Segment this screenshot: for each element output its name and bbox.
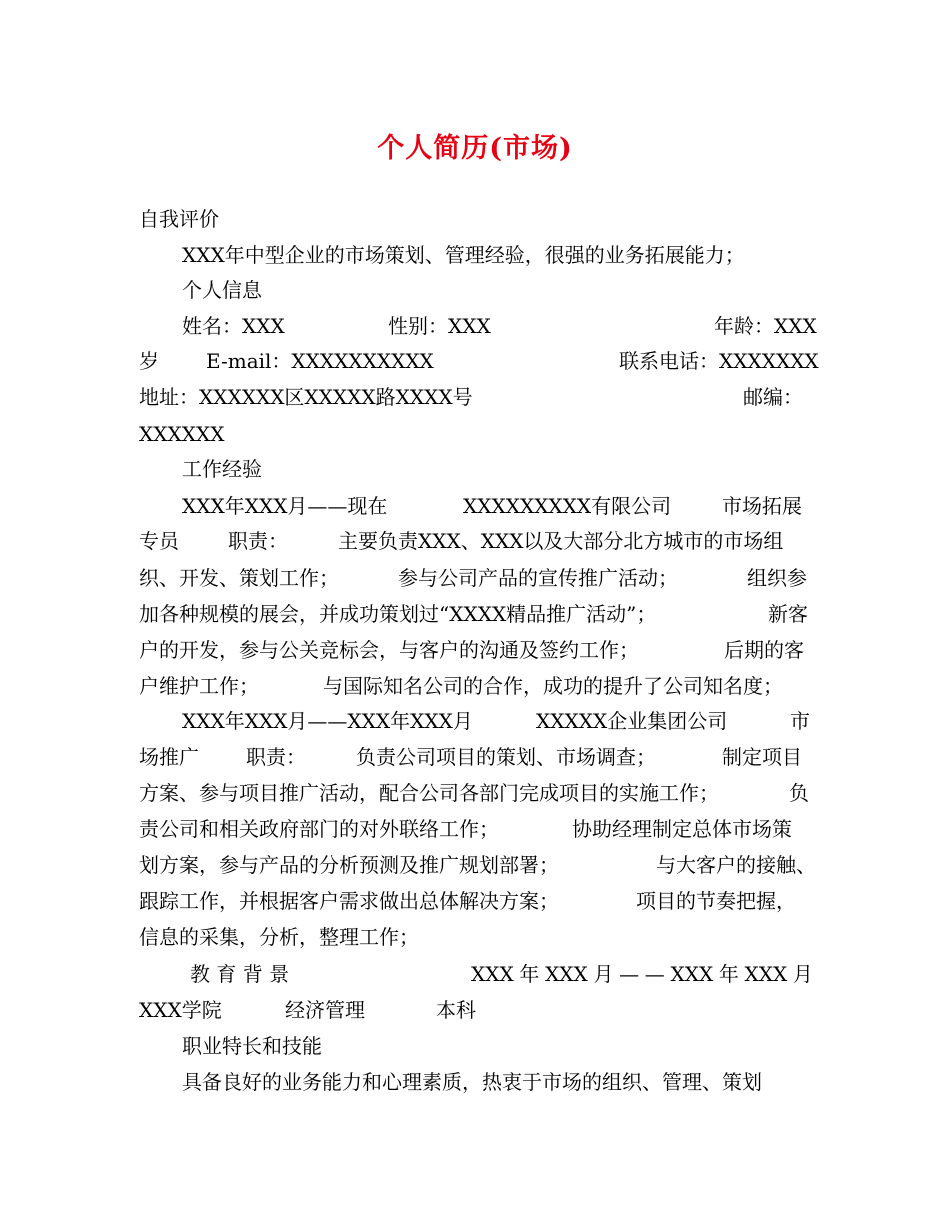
text-line: 市 bbox=[790, 709, 810, 733]
text-line: XXX年中型企业的市场策划、管理经验，很强的业务拓展能力； bbox=[182, 243, 745, 267]
text-line: 方案、参与项目推广活动，配合公司各部门完成项目的实施工作； bbox=[139, 781, 719, 805]
text-line: 专员 bbox=[139, 529, 179, 553]
text-line: 后期的客 bbox=[724, 638, 804, 662]
date-token: XXX bbox=[471, 962, 514, 986]
text-line: 本科 bbox=[436, 998, 476, 1022]
text-line: 新客 bbox=[768, 602, 808, 626]
text-line: 职责： bbox=[246, 745, 306, 769]
text-line: XXXXXX bbox=[139, 422, 225, 446]
text-line: 个人信息 bbox=[182, 278, 262, 302]
text-line: 与大客户的接触、 bbox=[656, 853, 816, 877]
text-line: 负 bbox=[789, 781, 809, 805]
date-token: XXX bbox=[744, 962, 788, 986]
text-line: 性别：XXX bbox=[388, 314, 491, 338]
text-line: 参与公司产品的宣传推广活动； bbox=[398, 566, 678, 590]
date-token: — bbox=[619, 962, 640, 986]
text-line: 具备良好的业务能力和心理素质，热衷于市场的组织、管理、策划 bbox=[182, 1070, 762, 1094]
text-line: 邮编： bbox=[743, 385, 803, 409]
text-line: 信息的采集，分析，整理工作； bbox=[139, 925, 419, 949]
text-line: 制定项目 bbox=[722, 745, 802, 769]
text-line: 负责公司项目的策划、市场调查； bbox=[356, 745, 656, 769]
text-line: 加各种规模的展会，并成功策划过“XXXX精品推广活动”； bbox=[139, 602, 657, 626]
text-line: 主要负责XXX、XXX以及大部分北方城市的市场组 bbox=[338, 529, 784, 553]
date-token: XXX bbox=[670, 962, 714, 986]
text-line: 场推广 bbox=[139, 745, 199, 769]
text-line: 自我评价 bbox=[139, 207, 219, 231]
text-line: 划方案，参与产品的分析预测及推广规划部署； bbox=[139, 853, 559, 877]
text-line: XXX学院 bbox=[139, 998, 222, 1022]
text-line: XXX年XXX月——现在 bbox=[182, 494, 388, 518]
document-title: 个人简历(市场) bbox=[377, 133, 573, 164]
text-line: 户的开发，参与公关竞标会，与客户的沟通及签约工作； bbox=[139, 638, 639, 662]
education-label: 教 育 背 景 bbox=[190, 962, 290, 986]
text-line: 市场拓展 bbox=[722, 494, 802, 518]
text-line: 职责： bbox=[228, 529, 288, 553]
date-token: 月 bbox=[593, 962, 614, 986]
text-line: XXXXXXXXX有限公司 bbox=[463, 494, 672, 518]
text-line: 地址：XXXXXX区XXXXX路XXXX号 bbox=[139, 385, 473, 409]
text-line: 年龄：XXX bbox=[714, 314, 817, 338]
text-line: E-mail：XXXXXXXXXX bbox=[206, 349, 434, 373]
date-token: 月 bbox=[792, 962, 813, 986]
text-line: 工作经验 bbox=[182, 457, 262, 481]
text-line: 责公司和相关政府部门的对外联络工作； bbox=[139, 817, 499, 841]
date-token: 年 bbox=[519, 962, 540, 986]
text-line: 岁 bbox=[139, 349, 159, 373]
text-line: 织、开发、策划工作； bbox=[139, 566, 339, 590]
date-token: 年 bbox=[718, 962, 739, 986]
text-line: 经济管理 bbox=[285, 998, 365, 1022]
text-line: 组织参 bbox=[747, 566, 807, 590]
text-line: 职业特长和技能 bbox=[182, 1034, 322, 1058]
text-line: 跟踪工作，并根据客户需求做出总体解决方案； bbox=[139, 889, 559, 913]
date-token: XXX bbox=[545, 962, 588, 986]
text-line: 姓名：XXX bbox=[182, 314, 285, 338]
text-line: XXX年XXX月——XXX年XXX月 bbox=[182, 709, 473, 733]
text-line: 户维护工作； bbox=[139, 674, 259, 698]
text-line: 与国际知名公司的合作，成功的提升了公司知名度； bbox=[323, 674, 783, 698]
education-date-range bbox=[471, 957, 813, 991]
text-line: 联系电话：XXXXXXX bbox=[619, 349, 819, 373]
text-line: 项目的节奏把握， bbox=[636, 889, 796, 913]
date-token: — bbox=[644, 962, 665, 986]
text-line: 协助经理制定总体市场策 bbox=[572, 817, 792, 841]
text-line: XXXXX企业集团公司 bbox=[536, 709, 728, 733]
